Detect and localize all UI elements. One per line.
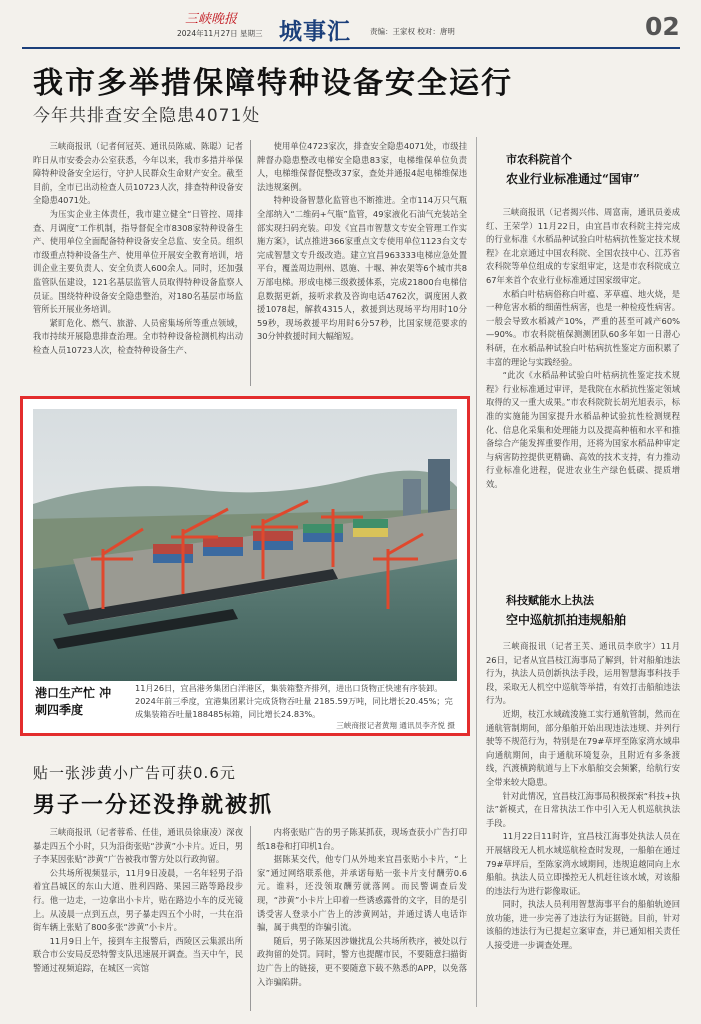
newspaper-logo: 三峡晚报 [185,12,238,27]
paragraph: 三峡商报讯（记者何冠英、通讯员陈威、陈聪）记者昨日从市安委会办公室获悉，今年以来，我市多措并举保障特种设备安全运行，守护人民群众生命财产安全。截至目前，全市已出动检查人员10723人次，排查特种设备安全隐患4071处。 [33,141,243,206]
paragraph: 使用单位4723家次，排查安全隐患4071处，市级挂牌督办隐患整改电梯安全隐患83家，电梯维保单位负责人，电梯维保督促整改37家，查处并通报4起电梯维保违法违规案例。 [257,141,467,192]
sidebar-story2-body [486,640,680,1016]
paragraph: 11月22日11时许，宜昌枝江海事处执法人员在开展辖段无人机水域巡航检查时发现，一船舶在通过79#草坪后，至陈家湾水域期间，违规追越同向上水船舶。执法人员立即操控无人机赶往该水域，对该船的违法行为进行影像取证。 [486,831,680,896]
main-story-column-2 [257,140,467,388]
paragraph: “此次《水稻品种试验白叶枯病抗性鉴定技术规程》行业标准通过审评，是我院在水稻抗性鉴定领域取得的又一重大成果。”市农科院院长胡光旭表示，标准的实施能为国家提升水稻品种试验抗性检测规程化、信息化采集和处理能力以及提高种植和水平和推备综合产能发挥重要作用，还将为国家水稻品种审定与病害防控提供更精确、高效的技术支持，有力推动行业标准化进程，促进农业生产绿色低碳、提质增效。 [486,370,680,489]
paragraph: 三峡商报讯（记者蓉希、任佳，通讯员徐康凌）深夜暴走四五个小时，只为沿街张贴“涉黄”小卡片。近日，男子李某因张贴“涉黄”广告被我市警方处以行政拘留。 [33,827,243,865]
sidebar-story2-kicker: 科技赋能水上执法 [506,594,594,607]
paragraph: 三峡商报讯（记者王芙、通讯员李欣宇）11月26日，记者从宜昌枝江海事局了解到，针对船舶违法行为，执法人员创新执法手段，运用智慧海事科技手段，采取无人机空中巡航等举措，有效打击船舶违法行为。 [486,641,680,706]
paragraph: 内将张贴广告的男子陈某抓获，现场查获小广告打印纸18卷和打印机1台。 [257,827,467,851]
photo-credit: 三峡商报记者黄翔 通讯员李齐悦 摄 [336,721,455,730]
paragraph: 三峡商报讯（记者揭兴伟、周富南，通讯员姜成红、王荣学）11月22日，由宜昌市农科院主持完成的行业标准《水稻品种试验白叶枯病抗性鉴定技术规程》在北京通过中国农科院、全国农技中心、江苏省农科院等单位组成的专家组审定，这是市农科院成立67年来首个农业行业标准通过国家级审定。 [486,207,680,285]
paragraph: 针对此情况，宜昌枝江海事局积极探索“科技+执法”新模式，在日常执法工作中引入无人机巡航执法手段。 [486,790,680,828]
masthead-rule [22,47,680,49]
paragraph: 水稻白叶枯病俗称白叶瘟、茅草瘟、地火烧，是一种危害水稻的细菌性病害，也是一种检疫性病害。一般会导致水稻减产10%，严重的甚至可减产60%—90%。市农科院植保测测团队60多年如一日潜心科研，在水稻品种试验白叶枯病抗性鉴定方面积累了丰富的理论与实践经验。 [486,288,680,367]
main-subhead: 今年共排查安全隐患4071处 [33,106,261,126]
paragraph: 公共场所视频显示，11月9日凌晨，一名年轻男子沿着宜昌城区的东山大道、胜利四路、果园三路等路段步行。他一边走，一边拿出小卡片，贴在路边小车的反光镜上。从凌晨一点到五点，男子暴走四五个小时，一共在沿街车辆上张贴了800多张“涉黄”小卡片。 [33,867,243,933]
paragraph: 随后，男子陈某因涉嫌扰乱公共场所秩序，被处以行政拘留的处罚。同时，警方也提醒市民，不要随意扫描街边广告上的链接，更不要随意下载不熟悉的APP，以免落入诈骗陷阱。 [257,935,467,987]
port-photo [33,409,457,681]
section-title: 城事汇 [279,18,351,45]
editor-credits: 责编：王家权 校对：唐明 [370,27,455,36]
sidebar-story2-headline: 空中巡航抓拍违规船舶 [506,613,627,627]
bottom-story-headline: 男子一分还没挣就被抓 [33,792,274,818]
page-number: 02 [645,12,680,41]
photo-feature [20,396,470,736]
main-headline: 我市多举措保障特种设备安全运行 [33,66,513,101]
column-divider [250,140,251,386]
photo-caption-title: 港口生产忙 冲刺四季度 [35,686,112,717]
paragraph: 特种设备智慧化监管也不断推进。全市114万只气瓶全部纳入“二维码+气瓶”监管，49家液化石油气充装站全部实现扫码充装。印发《宜昌市智慧文专安全管理工作实施方案》，试点推进366家重点文专使用单位1123台文专完成智慧文专升级改造。建立宜昌963333电梯应急处置平台，覆盖周边荆州、恩施、十堰、神农架等6个城市共8万部电梯。形成电梯三级救援体系，完成21800台电梯信息数据更新，接听求救及咨询电话4762次，调度困人救援1078起，解救4315人，救援到达现场平均用时10分59秒，现场救援平均用时6分57秒，比国家规范要求的30分钟救援时间大幅缩短。 [257,195,467,342]
column-divider [250,826,251,1011]
photo-caption-text: 11月26日，宜昌港务集团白洋港区，集装箱整齐排列，进出口货物正快速有序装卸。2024年前三季度，宜港集团累计完成货物吞吐量 2185.59万吨，同比增长20.45%；完成集装箱吞吐量188485标箱，同比增长24.83%。 [135,683,453,719]
paragraph: 近期，枝江水域疏浚施工实行通航管制，然而在通航管制期间，部分船舶开始出现违法违规、并列行驶等不规范行为，特别是在79#草坪至陈家湾水域串向通航期间，由于通航环境复杂，且附近有多条渡线，汽渡横跨航道与上下水船舶交会频繁，给航行安全带来较大隐患。 [486,708,680,787]
sidebar-story1-kicker: 市农科院首个 [506,153,572,166]
paragraph: 为压实企业主体责任，我市建立健全“日管控、周排查、月调度”工作机制，指导督促全市8308家特种设备生产、使用单位全面配备特种设备安全总监、安全员。组织市级重点特种设备生产、使用单位开展安全教育培训，培训企业主要负责人、安全负责人600余人。同时，还加强监管队伍建设，121名基层监管人员取得特种设备监察人员证。围绕特种设备安全隐患整治，对180名基层市场监管所长开展业务培训。 [33,208,243,315]
issue-date: 2024年11月27日 星期三 [177,29,263,38]
paragraph: 紧盯危化、燃气、旅游、人员密集场所等重点领域，我市持续开展隐患排查治理。全市特种设备检测机构出动检查人员10723人次，检查特种设备生产、 [33,317,243,355]
bottom-story-kicker: 贴一张涉黄小广告可获0.6元 [33,764,236,782]
bottom-story-column-2 [257,826,467,1016]
paragraph: 据陈某交代，他专门从外地来宜昌张贴小卡片，“上家”通过网络联系他，并承诺每贴一张卡片支付酬劳0.6元。谁料，还没领取酬劳就落网。而民警调查后发现，“涉黄”小卡片上印着一些诱惑露骨的文字，目的是引诱受害人登录小广告上的涉黄网站，并通过诱人电话诈骗，属于典型的诈骗引流。 [257,854,467,933]
sidebar-story1-body [486,206,680,582]
sidebar-story1-headline: 农业行业标准通过“国审” [506,172,640,186]
main-story-column-1 [33,140,243,388]
paragraph: 同时，执法人员利用智慧海事平台的船舶轨迹回放功能，进一步完善了违法行为证据链。目前，针对该船的违法行为已提起立案审查，并已通知相关责任人接受进一步调查处理。 [486,899,680,951]
paragraph: 11月9日上午，接到车主报警后，西陵区云集派出所联合市公安局反恐特警支队迅速展开调查。当天中午，民警通过视频追踪，在城区一宾馆 [33,935,243,973]
bottom-story-column-1 [33,826,243,1016]
